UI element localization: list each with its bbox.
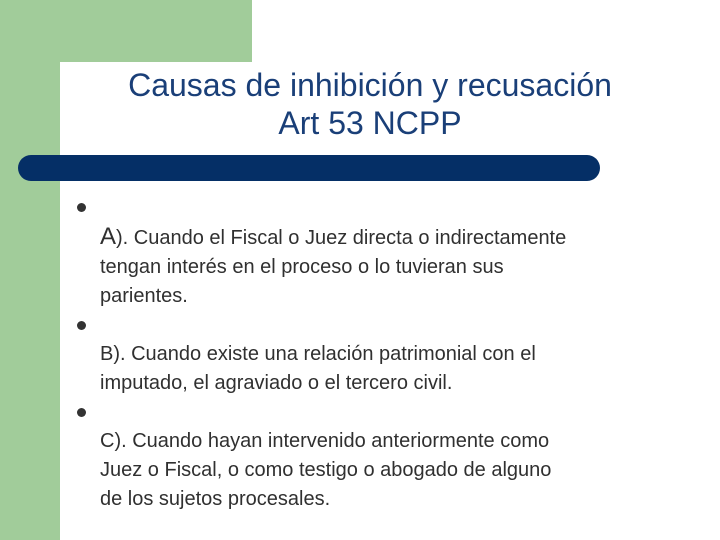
bullet-c-text: C). Cuando hayan intervenido anteriormente como Juez o Fiscal, o como testigo o abogado de alguno de los sujetos procesales. [100, 430, 552, 510]
bullet-list [72, 193, 672, 514]
bullet-dot-icon [77, 408, 86, 417]
bullet-item-a [72, 193, 672, 311]
bullet-item-c [72, 398, 672, 514]
bullet-dot-icon [77, 203, 86, 212]
left-accent-band [0, 0, 60, 540]
slide-title-line-1: Causas de inhibición y recusación [128, 67, 612, 103]
title-underline-bar [18, 155, 600, 181]
bullet-dot-icon [77, 321, 86, 330]
top-accent-band [0, 0, 252, 62]
bullet-a-lead: A [100, 223, 117, 250]
slide-title-line-2: Art 53 NCPP [278, 105, 462, 141]
bullet-a-text: ). Cuando el Fiscal o Juez directa o indirectamente tengan interés en el proceso o lo tuvieran sus parientes. [100, 227, 567, 307]
slide-title [62, 66, 678, 142]
bullet-item-b [72, 311, 672, 398]
bullet-b-text: B). Cuando existe una relación patrimonial con el imputado, el agraviado o el tercero civil. [100, 343, 536, 394]
